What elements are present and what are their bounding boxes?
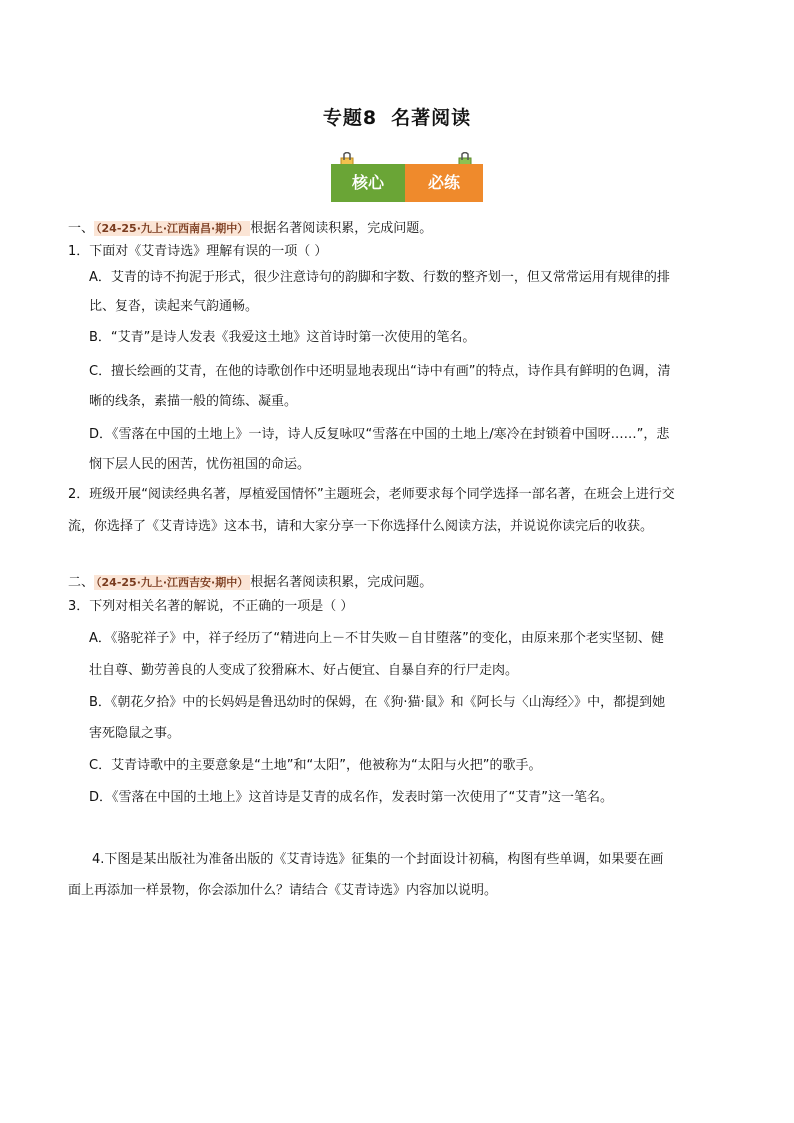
page-title bbox=[0, 103, 794, 130]
question-3-option-a: A．《骆驼祥子》中，祥子经历了“精进向上－不甘失败－自甘堕落”的变化，由原来那个老实坚韧、健 bbox=[89, 631, 664, 646]
section-instruction: 根据名著阅读积累，完成问题。 bbox=[250, 575, 433, 590]
core-practice-badge bbox=[331, 152, 483, 204]
section-1-heading bbox=[68, 220, 432, 238]
question-1-stem: 1．下面对《艾青诗选》理解有误的一项（ ） bbox=[68, 244, 328, 259]
section-2-heading bbox=[68, 574, 432, 592]
question-1-option-d-cont: 悯下层人民的困苦，忧伤祖国的命运。 bbox=[89, 457, 311, 472]
question-1-option-d: D．《雪落在中国的土地上》一诗，诗人反复咏叹“雪落在中国的土地上/寒冷在封锁着中国呀……”，悲 bbox=[89, 427, 670, 442]
question-2-text-cont: 流，你选择了《艾青诗选》这本书，请和大家分享一下你选择什么阅读方法，并说说你读完后的收获。 bbox=[68, 519, 654, 534]
question-3-option-c: C．艾青诗歌中的主要意象是“土地”和“太阳”，他被称为“太阳与火把”的歌手。 bbox=[89, 758, 542, 773]
question-1-option-b: B．“艾青”是诗人发表《我爱这土地》这首诗时第一次使用的笔名。 bbox=[89, 330, 476, 345]
section-prefix: 一、 bbox=[68, 221, 95, 236]
question-1-option-a-cont: 比、复沓，读起来气韵通畅。 bbox=[89, 299, 259, 314]
question-3-option-b-cont: 害死隐鼠之事。 bbox=[89, 726, 181, 741]
badge-practice-label: 必练 bbox=[405, 164, 483, 202]
section-prefix: 二、 bbox=[68, 575, 95, 590]
title-number: 专题8 bbox=[322, 107, 378, 129]
question-3-option-b: B．《朝花夕拾》中的长妈妈是鲁迅幼时的保姆，在《狗·猫·鼠》和《阿长与〈山海经〉》中，都提到她 bbox=[89, 695, 666, 710]
badge-core-label: 核心 bbox=[331, 164, 405, 202]
question-4-text-cont: 面上再添加一样景物，你会添加什么？请结合《艾青诗选》内容加以说明。 bbox=[68, 883, 498, 898]
source-tag: （24-25·九上·江西吉安·期中） bbox=[96, 576, 249, 589]
question-1-option-a: A．艾青的诗不拘泥于形式，很少注意诗句的韵脚和字数、行数的整齐划一，但又常常运用有规律的排 bbox=[89, 270, 670, 285]
section-instruction: 根据名著阅读积累，完成问题。 bbox=[250, 221, 433, 236]
question-2-text: 2．班级开展“阅读经典名著，厚植爱国情怀”主题班会，老师要求每个同学选择一部名著，在班会上进行交 bbox=[68, 487, 675, 502]
question-1-option-c: C．擅长绘画的艾青，在他的诗歌创作中还明显地表现出“诗中有画”的特点，诗作具有鲜明的色调，清 bbox=[89, 364, 671, 379]
title-name: 名著阅读 bbox=[391, 107, 472, 129]
question-1-option-c-cont: 晰的线条，素描一般的简练、凝重。 bbox=[89, 394, 298, 409]
question-4-text: 4.下图是某出版社为准备出版的《艾青诗选》征集的一个封面设计初稿，构图有些单调，如果要在画 bbox=[92, 852, 664, 867]
question-3-option-a-cont: 壮自尊、勤劳善良的人变成了狡猾麻木、好占便宜、自暴自弃的行尸走肉。 bbox=[89, 663, 519, 678]
question-3-option-d: D．《雪落在中国的土地上》这首诗是艾青的成名作，发表时第一次使用了“艾青”这一笔名。 bbox=[89, 790, 613, 805]
question-3-stem: 3．下列对相关名著的解说，不正确的一项是（ ） bbox=[68, 599, 354, 614]
source-tag: （24-25·九上·江西南昌·期中） bbox=[96, 222, 249, 235]
